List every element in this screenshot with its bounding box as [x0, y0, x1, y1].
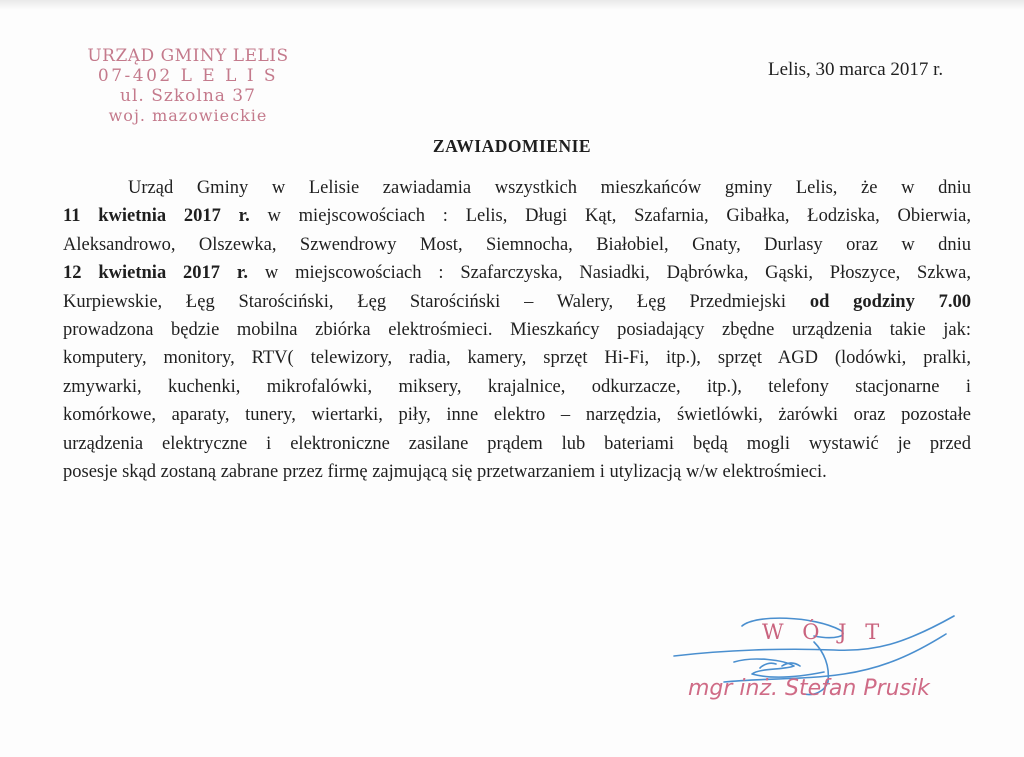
- body-text: Kurpiewskie, Łęg Starościński, Łęg Starościński – Walery, Łęg Przedmiejski: [63, 291, 810, 312]
- office-stamp: [58, 46, 318, 126]
- body-line: komórkowe, aparaty, tunery, wiertarki, piły, inne elektro – narzędzia, świetlówki, żarówki oraz pozostałe: [63, 405, 971, 426]
- body-line: posesje skąd zostaną zabrane przez firmę zajmującą się przetwarzaniem i utylizacją w/w elektrośmieci.: [63, 462, 827, 483]
- body-line: Urząd Gminy w Lelisie zawiadamia wszystkich mieszkańców gminy Lelis, że w dniu: [128, 178, 971, 198]
- body-line: urządzenia elektryczne i elektroniczne zasilane prądem lub bateriami będą mogli wystawić je przed: [63, 433, 971, 454]
- body-text: w miejscowościach : Lelis, Długi Kąt, Szafarnia, Gibałka, Łodziska, Obierwia,: [249, 206, 971, 227]
- body-line: [63, 259, 971, 287]
- date-highlight: 11 kwietnia 2017 r.: [63, 206, 250, 227]
- stamp-office-name: URZĄD GMINY LELIS: [87, 46, 289, 66]
- document-body: [63, 174, 971, 486]
- date-highlight: 12 kwietnia 2017 r.: [63, 263, 249, 284]
- body-line: Aleksandrowo, Olszewka, Szwendrowy Most, Siemnocha, Białobiel, Gnaty, Durlasy oraz w dniu: [63, 234, 971, 255]
- body-line: [63, 288, 971, 316]
- body-text: w miejscowościach : Szafarczyska, Nasiadki, Dąbrówka, Gąski, Płoszyce, Szkwa,: [248, 263, 971, 284]
- stamp-province: woj. mazowieckie: [108, 106, 268, 125]
- document-date: Lelis, 30 marca 2017 r.: [768, 59, 944, 80]
- stamp-street: ul. Szkolna 37: [120, 86, 256, 106]
- stamp-postal-code: 07-402 L E L I S: [97, 66, 279, 86]
- body-line: komputery, monitory, RTV( telewizory, radia, kamery, sprzęt Hi-Fi, itp.), sprzęt AGD (lodówki, pralki,: [63, 348, 971, 369]
- signer-title: W Ó J T: [762, 620, 886, 644]
- signer-name: mgr inż. Stefan Prusik: [688, 676, 930, 701]
- document-title: ZAWIADOMIENIE: [432, 136, 592, 156]
- body-line: prowadzona będzie mobilna zbiórka elektrośmieci. Mieszkańcy posiadający zbędne urządzenia takie jak:: [63, 320, 971, 341]
- body-line: zmywarki, kuchenki, mikrofalówki, miksery, krajalnice, odkurzacze, itp.), telefony stacjonarne i: [63, 376, 971, 397]
- time-highlight: od godziny 7.00: [809, 291, 971, 312]
- body-line: [63, 202, 971, 230]
- scan-edge: [0, 0, 1024, 10]
